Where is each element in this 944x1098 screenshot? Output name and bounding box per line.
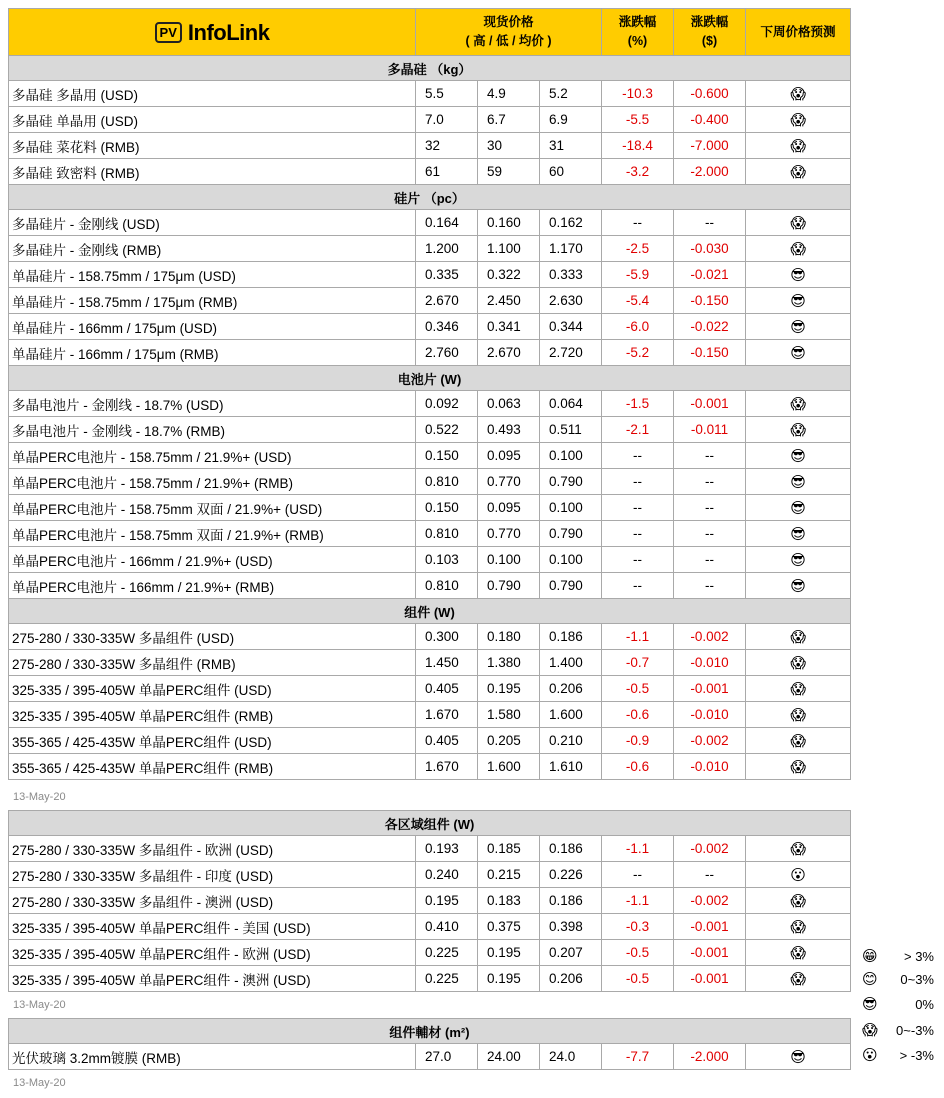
change-amount: -0.030 [674,236,746,262]
product-name: 325-335 / 395-405W 单晶PERC组件 (USD) [9,676,416,702]
price-high: 0.195 [416,888,478,914]
legend-item [862,1046,934,1064]
product-name: 275-280 / 330-335W 多晶组件 (RMB) [9,650,416,676]
product-name: 多晶硅 致密料 (RMB) [9,159,416,185]
product-name: 355-365 / 425-435W 单晶PERC组件 (USD) [9,728,416,754]
logo-text: InfoLink [187,19,270,45]
table-row [9,862,851,888]
product-name: 275-280 / 330-335W 多晶组件 - 印度 (USD) [9,862,416,888]
change-percent: -0.3 [602,914,674,940]
change-amount: -0.001 [674,676,746,702]
infolink-logo [155,19,270,45]
price-high: 27.0 [416,1044,478,1070]
legend-label: 0~-3% [896,1023,934,1038]
product-name: 单晶硅片 - 166mm / 175μm (RMB) [9,340,416,366]
change-amount: -0.002 [674,624,746,650]
change-amount: -2.000 [674,1044,746,1070]
price-low: 0.095 [478,495,540,521]
change-percent: -1.1 [602,836,674,862]
change-amount: -0.011 [674,417,746,443]
price-low: 0.195 [478,940,540,966]
change-percent: -2.5 [602,236,674,262]
change-amount: -0.150 [674,340,746,366]
price-avg: 0.186 [540,836,602,862]
change-amount: -- [674,547,746,573]
price-low: 4.9 [478,81,540,107]
change-amount: -0.010 [674,650,746,676]
price-avg: 1.170 [540,236,602,262]
product-name: 单晶硅片 - 158.75mm / 175μm (USD) [9,262,416,288]
price-table-regional [8,810,851,992]
change-amount: -0.021 [674,262,746,288]
price-low: 1.600 [478,754,540,780]
price-avg: 0.790 [540,573,602,599]
legend-label: > -3% [899,1048,934,1063]
price-avg: 0.186 [540,624,602,650]
product-name: 325-335 / 395-405W 单晶PERC组件 - 澳洲 (USD) [9,966,416,992]
product-name: 多晶硅 单晶用 (USD) [9,107,416,133]
change-amount: -- [674,573,746,599]
price-low: 0.215 [478,862,540,888]
change-percent: -- [602,521,674,547]
change-percent: -0.6 [602,702,674,728]
change-amount: -0.001 [674,914,746,940]
price-low: 2.670 [478,340,540,366]
price-low: 1.100 [478,236,540,262]
legend-item [862,1021,934,1039]
change-amount: -0.010 [674,702,746,728]
change-percent: -7.7 [602,1044,674,1070]
price-avg: 0.790 [540,521,602,547]
section-title: 硅片 （pc） [9,185,851,210]
change-pct-header-line1: 涨跌幅 [618,15,657,29]
forecast-icon: 😎 [746,469,851,495]
section-header-row [9,366,851,391]
pv-badge: PV [155,22,182,43]
price-high: 2.760 [416,340,478,366]
price-table-aux [8,1018,851,1070]
change-percent: -- [602,443,674,469]
forecast-icon: 😱 [746,940,851,966]
forecast-icon: 😱 [746,81,851,107]
change-percent: -0.5 [602,966,674,992]
change-percent: -1.5 [602,391,674,417]
change-amount: -7.000 [674,133,746,159]
price-low: 0.185 [478,836,540,862]
table-row [9,288,851,314]
table-row [9,624,851,650]
price-table-main [8,8,851,780]
table-row [9,650,851,676]
forecast-icon: 😱 [746,754,851,780]
product-name: 光伏玻璃 3.2mm镀膜 (RMB) [9,1044,416,1070]
change-percent: -5.9 [602,262,674,288]
price-avg: 24.0 [540,1044,602,1070]
price-avg: 0.186 [540,888,602,914]
price-high: 1.200 [416,236,478,262]
price-high: 0.522 [416,417,478,443]
section-title: 多晶硅 （kg） [9,56,851,81]
price-avg: 0.207 [540,940,602,966]
price-avg: 1.400 [540,650,602,676]
price-avg: 0.162 [540,210,602,236]
product-name: 单晶PERC电池片 - 158.75mm 双面 / 21.9%+ (RMB) [9,521,416,547]
section-title: 组件 (W) [9,599,851,624]
price-avg: 0.210 [540,728,602,754]
product-name: 355-365 / 425-435W 单晶PERC组件 (RMB) [9,754,416,780]
price-high: 1.670 [416,702,478,728]
change-amount: -2.000 [674,159,746,185]
price-low: 6.7 [478,107,540,133]
price-high: 5.5 [416,81,478,107]
table-row [9,210,851,236]
section-header-row [9,599,851,624]
legend-item [862,995,934,1013]
table-row [9,728,851,754]
price-avg: 0.226 [540,862,602,888]
change-percent: -- [602,469,674,495]
change-percent: -5.5 [602,107,674,133]
product-name: 325-335 / 395-405W 单晶PERC组件 (RMB) [9,702,416,728]
change-amount: -0.002 [674,728,746,754]
section-title: 各区域组件 (W) [9,811,851,836]
forecast-icon: 😱 [746,966,851,992]
change-amount: -0.400 [674,107,746,133]
forecast-icon: 😱 [746,914,851,940]
change-amount: -0.600 [674,81,746,107]
legend-emoji-icon: 😮 [862,1047,878,1064]
change-percent: -10.3 [602,81,674,107]
forecast-icon: 😎 [746,340,851,366]
logo-cell [9,9,416,56]
section-title: 组件輔材 (m²) [9,1019,851,1044]
forecast-icon: 😎 [746,547,851,573]
date-label: 13-May-20 [13,791,66,803]
forecast-icon: 😱 [746,236,851,262]
price-high: 0.300 [416,624,478,650]
forecast-header: 下周价格预测 [746,9,851,56]
forecast-icon: 😎 [746,262,851,288]
price-high: 0.225 [416,966,478,992]
section-title: 电池片 (W) [9,366,851,391]
price-header-line1: 现货价格 [483,15,534,29]
change-percent: -5.4 [602,288,674,314]
price-high: 61 [416,159,478,185]
price-low: 24.00 [478,1044,540,1070]
price-avg: 0.100 [540,443,602,469]
table-row [9,469,851,495]
price-low: 0.790 [478,573,540,599]
table-row [9,107,851,133]
product-name: 多晶硅 多晶用 (USD) [9,81,416,107]
change-percent: -0.7 [602,650,674,676]
change-percent: -18.4 [602,133,674,159]
price-high: 0.240 [416,862,478,888]
legend-label: 0% [915,997,934,1012]
change-amount: -0.001 [674,940,746,966]
forecast-icon: 😱 [746,650,851,676]
forecast-icon: 😱 [746,676,851,702]
change-percent: -6.0 [602,314,674,340]
price-low: 0.341 [478,314,540,340]
price-low: 2.450 [478,288,540,314]
change-amount: -- [674,862,746,888]
forecast-icon: 😎 [746,521,851,547]
change-usd-header-line1: 涨跌幅 [690,15,729,29]
product-name: 多晶硅片 - 金刚线 (USD) [9,210,416,236]
product-name: 275-280 / 330-335W 多晶组件 - 欧洲 (USD) [9,836,416,862]
legend-label: > 3% [904,949,934,964]
table-row [9,159,851,185]
forecast-icon: 😎 [746,573,851,599]
price-avg: 31 [540,133,602,159]
price-low: 0.770 [478,521,540,547]
change-amount: -0.010 [674,754,746,780]
legend-emoji-icon: 😎 [862,996,878,1013]
forecast-icon: 😱 [746,888,851,914]
forecast-icon: 😱 [746,159,851,185]
price-avg: 0.100 [540,495,602,521]
section-header-row [9,1019,851,1044]
forecast-icon: 😮 [746,862,851,888]
product-name: 单晶硅片 - 158.75mm / 175μm (RMB) [9,288,416,314]
table-row [9,417,851,443]
table-header [9,9,851,56]
price-low: 0.195 [478,676,540,702]
table-row [9,914,851,940]
table-row [9,314,851,340]
price-avg: 0.398 [540,914,602,940]
price-header-line2: ( 高 / 低 / 均价 ) [465,34,552,48]
price-low: 0.770 [478,469,540,495]
table-row [9,81,851,107]
price-high: 0.225 [416,940,478,966]
change-amount: -0.002 [674,836,746,862]
table-row [9,495,851,521]
price-avg: 60 [540,159,602,185]
table-row [9,443,851,469]
section-header-row [9,811,851,836]
table-row [9,236,851,262]
product-name: 275-280 / 330-335W 多晶组件 (USD) [9,624,416,650]
price-high: 0.103 [416,547,478,573]
table-row [9,521,851,547]
change-percent: -- [602,573,674,599]
forecast-icon: 😎 [746,288,851,314]
change-pct-header-line2: (%) [627,34,648,48]
price-high: 0.810 [416,469,478,495]
change-percent: -- [602,210,674,236]
price-high: 0.810 [416,521,478,547]
table-row [9,1044,851,1070]
price-high: 0.164 [416,210,478,236]
change-pct-header [602,9,674,56]
product-name: 单晶PERC电池片 - 158.75mm / 21.9%+ (USD) [9,443,416,469]
change-percent: -0.5 [602,940,674,966]
change-percent: -0.9 [602,728,674,754]
change-percent: -2.1 [602,417,674,443]
price-avg: 1.600 [540,702,602,728]
forecast-icon: 😱 [746,836,851,862]
table-row [9,676,851,702]
table-row [9,133,851,159]
product-name: 多晶电池片 - 金刚线 - 18.7% (RMB) [9,417,416,443]
price-low: 0.375 [478,914,540,940]
price-avg: 2.720 [540,340,602,366]
table-row [9,391,851,417]
legend-emoji-icon: 😁 [862,948,878,965]
legend-item [862,970,934,988]
section-header-row [9,56,851,81]
price-high: 2.670 [416,288,478,314]
product-name: 单晶PERC电池片 - 166mm / 21.9%+ (USD) [9,547,416,573]
price-high: 1.450 [416,650,478,676]
price-low: 59 [478,159,540,185]
forecast-icon: 😱 [746,624,851,650]
price-avg: 0.344 [540,314,602,340]
change-percent: -0.5 [602,676,674,702]
product-name: 单晶PERC电池片 - 158.75mm 双面 / 21.9%+ (USD) [9,495,416,521]
forecast-icon: 😱 [746,391,851,417]
price-low: 0.063 [478,391,540,417]
product-name: 单晶PERC电池片 - 158.75mm / 21.9%+ (RMB) [9,469,416,495]
change-percent: -0.6 [602,754,674,780]
price-high: 7.0 [416,107,478,133]
legend-item [862,947,934,965]
price-low: 0.095 [478,443,540,469]
price-high: 0.410 [416,914,478,940]
price-low: 1.580 [478,702,540,728]
table-row [9,702,851,728]
change-percent: -1.1 [602,624,674,650]
change-percent: -5.2 [602,340,674,366]
change-percent: -- [602,862,674,888]
price-low: 0.205 [478,728,540,754]
price-avg: 5.2 [540,81,602,107]
price-avg: 0.206 [540,966,602,992]
date-label: 13-May-20 [13,999,66,1011]
table-row [9,547,851,573]
table-row [9,340,851,366]
change-usd-header [674,9,746,56]
forecast-icon: 😱 [746,417,851,443]
table-row [9,754,851,780]
price-high: 0.335 [416,262,478,288]
price-avg: 0.206 [540,676,602,702]
forecast-icon: 😎 [746,314,851,340]
forecast-icon: 😱 [746,210,851,236]
price-low: 0.195 [478,966,540,992]
price-avg: 6.9 [540,107,602,133]
change-amount: -0.022 [674,314,746,340]
product-name: 多晶硅片 - 金刚线 (RMB) [9,236,416,262]
product-name: 单晶PERC电池片 - 166mm / 21.9%+ (RMB) [9,573,416,599]
price-low: 0.183 [478,888,540,914]
change-percent: -- [602,547,674,573]
price-avg: 0.064 [540,391,602,417]
price-avg: 1.610 [540,754,602,780]
table-row [9,940,851,966]
table-row [9,262,851,288]
change-amount: -0.001 [674,966,746,992]
price-low: 0.160 [478,210,540,236]
price-avg: 0.790 [540,469,602,495]
forecast-icon: 😱 [746,702,851,728]
table-row [9,836,851,862]
table-row [9,573,851,599]
table-row [9,888,851,914]
price-low: 0.180 [478,624,540,650]
legend-label: 0~3% [900,972,934,987]
change-amount: -0.001 [674,391,746,417]
change-amount: -- [674,521,746,547]
price-avg: 0.511 [540,417,602,443]
forecast-icon: 😱 [746,107,851,133]
product-name: 325-335 / 395-405W 单晶PERC组件 - 美国 (USD) [9,914,416,940]
legend-emoji-icon: 😱 [862,1022,878,1039]
change-percent: -1.1 [602,888,674,914]
product-name: 275-280 / 330-335W 多晶组件 - 澳洲 (USD) [9,888,416,914]
product-name: 325-335 / 395-405W 单晶PERC组件 - 欧洲 (USD) [9,940,416,966]
change-amount: -0.150 [674,288,746,314]
table-row [9,966,851,992]
change-amount: -- [674,210,746,236]
product-name: 多晶硅 菜花料 (RMB) [9,133,416,159]
price-high: 0.810 [416,573,478,599]
price-high: 0.092 [416,391,478,417]
change-percent: -- [602,495,674,521]
forecast-icon: 😱 [746,133,851,159]
price-avg: 0.100 [540,547,602,573]
forecast-icon: 😎 [746,443,851,469]
product-name: 单晶硅片 - 166mm / 175μm (USD) [9,314,416,340]
price-low: 0.100 [478,547,540,573]
change-amount: -- [674,443,746,469]
price-low: 30 [478,133,540,159]
change-amount: -0.002 [674,888,746,914]
date-label: 13-May-20 [13,1077,66,1089]
price-high: 0.150 [416,495,478,521]
price-high: 1.670 [416,754,478,780]
legend-emoji-icon: 😊 [862,971,878,988]
forecast-icon: 😱 [746,728,851,754]
price-header [416,9,602,56]
price-avg: 2.630 [540,288,602,314]
price-high: 0.193 [416,836,478,862]
price-high: 0.405 [416,728,478,754]
change-usd-header-line2: ($) [701,34,718,48]
price-avg: 0.333 [540,262,602,288]
change-amount: -- [674,469,746,495]
change-amount: -- [674,495,746,521]
change-percent: -3.2 [602,159,674,185]
section-header-row [9,185,851,210]
price-low: 0.493 [478,417,540,443]
price-high: 0.405 [416,676,478,702]
forecast-icon: 😎 [746,1044,851,1070]
price-low: 0.322 [478,262,540,288]
price-high: 0.150 [416,443,478,469]
price-low: 1.380 [478,650,540,676]
price-high: 0.346 [416,314,478,340]
product-name: 多晶电池片 - 金刚线 - 18.7% (USD) [9,391,416,417]
forecast-icon: 😎 [746,495,851,521]
price-high: 32 [416,133,478,159]
